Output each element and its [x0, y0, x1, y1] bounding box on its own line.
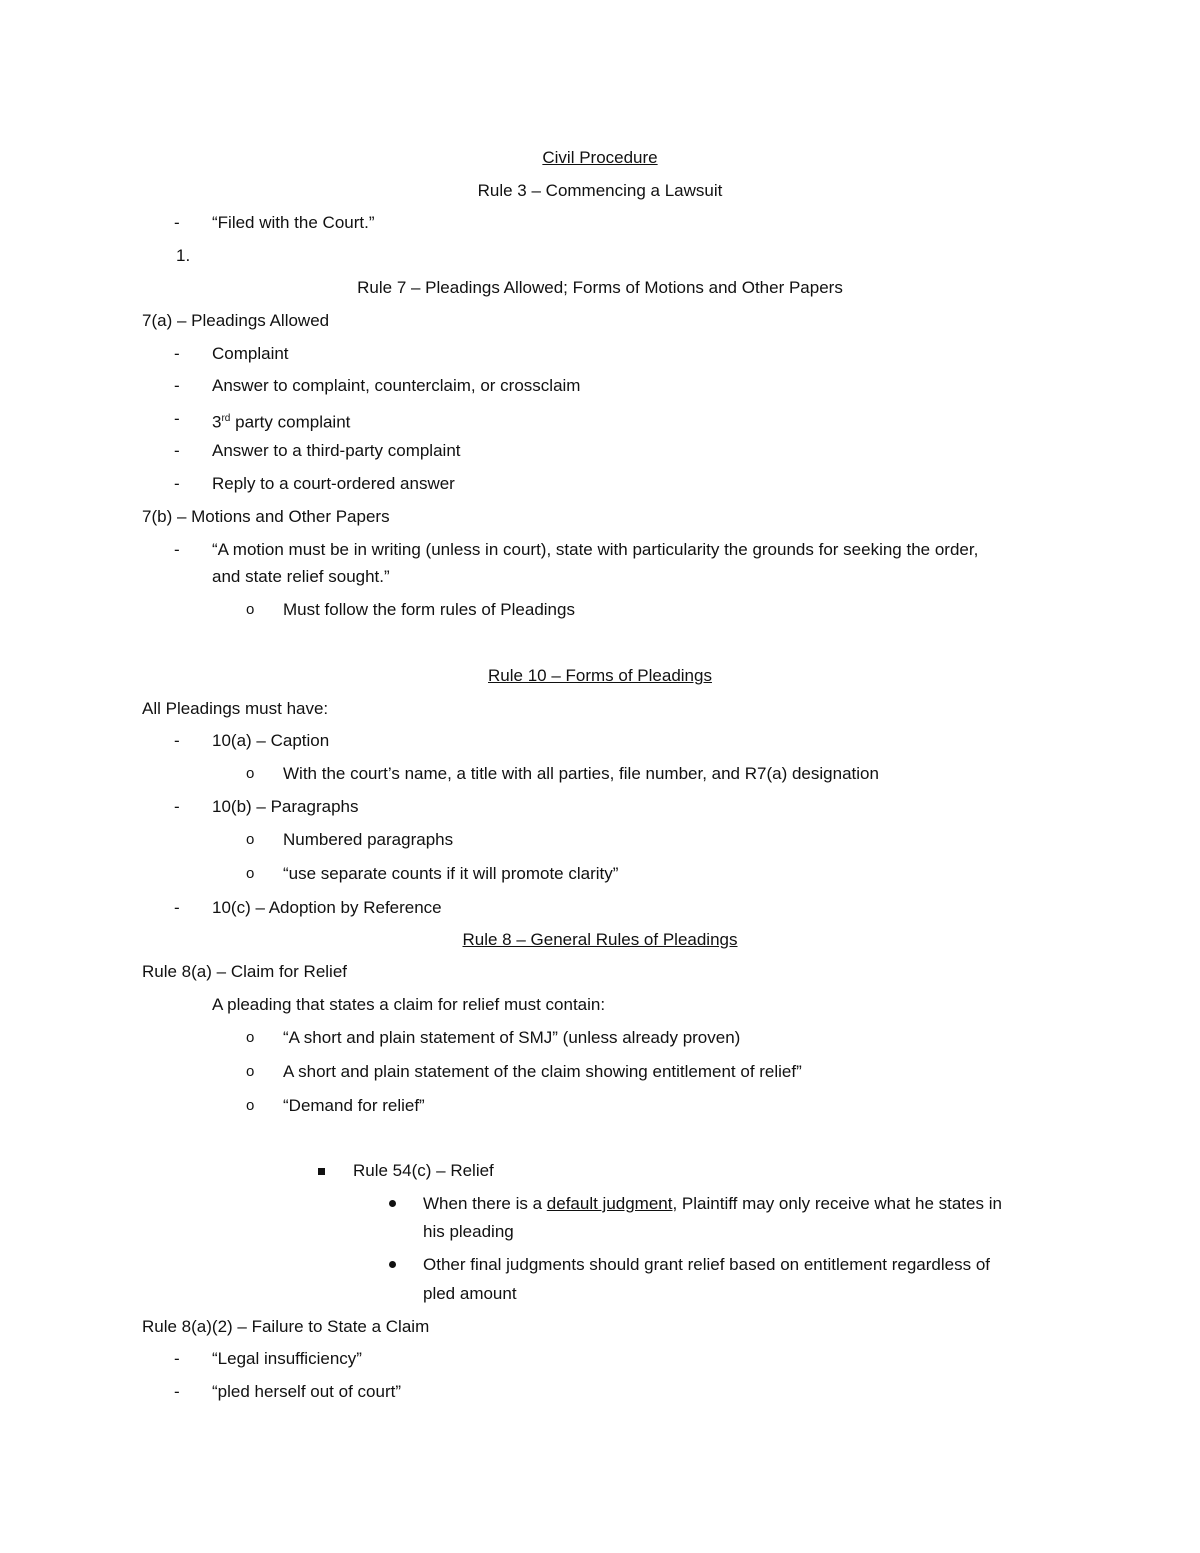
dash-bullet: -	[174, 409, 180, 428]
dash-bullet: -	[174, 344, 180, 363]
ordinal-suffix: rd	[221, 413, 231, 424]
ordinal-number: 3	[212, 412, 222, 432]
dash-bullet: -	[174, 474, 180, 493]
circle-bullet: o	[246, 601, 255, 618]
rule8a-heading: Rule 8(a) – Claim for Relief	[142, 962, 348, 981]
dash-bullet: -	[174, 441, 180, 460]
rule8-heading: Rule 8 – General Rules of Pleadings	[462, 930, 738, 949]
dash-bullet: -	[174, 797, 180, 816]
rule8a-intro: A pleading that states a claim for relief must contain:	[212, 995, 606, 1014]
list-item-continuation: and state relief sought.”	[212, 567, 390, 586]
circle-bullet: o	[246, 1029, 255, 1046]
rule7a-heading: 7(a) – Pleadings Allowed	[142, 311, 330, 330]
circle-bullet: o	[246, 1097, 255, 1114]
circle-bullet: o	[246, 831, 255, 848]
dash-bullet: -	[174, 898, 180, 917]
numbered-marker: 1.	[176, 246, 191, 265]
dash-bullet: -	[174, 1382, 180, 1401]
rule10-intro: All Pleadings must have:	[142, 699, 329, 718]
dash-bullet: -	[174, 540, 180, 559]
rule3-heading: Rule 3 – Commencing a Lawsuit	[477, 181, 723, 200]
rule54-bullet-continuation: pled amount	[423, 1284, 517, 1303]
document-title: Civil Procedure	[542, 148, 658, 167]
rule8a2-heading: Rule 8(a)(2) – Failure to State a Claim	[142, 1317, 430, 1336]
rule7b-heading: 7(b) – Motions and Other Papers	[142, 507, 390, 526]
dot-bullet	[389, 1261, 396, 1268]
default-judgment-term: default judgment	[546, 1194, 673, 1213]
circle-bullet: o	[246, 765, 255, 782]
dash-bullet: -	[174, 213, 180, 232]
dash-bullet: -	[174, 376, 180, 395]
rule7-heading: Rule 7 – Pleadings Allowed; Forms of Motions and Other Papers	[357, 278, 843, 297]
square-bullet	[318, 1168, 325, 1175]
circle-bullet: o	[246, 865, 255, 882]
rule54-bullet-continuation: his pleading	[423, 1222, 514, 1241]
dash-bullet: -	[174, 731, 180, 750]
dash-bullet: -	[174, 1349, 180, 1368]
rule10-heading: Rule 10 – Forms of Pleadings	[488, 666, 712, 685]
circle-bullet: o	[246, 1063, 255, 1080]
dot-bullet	[389, 1200, 396, 1207]
